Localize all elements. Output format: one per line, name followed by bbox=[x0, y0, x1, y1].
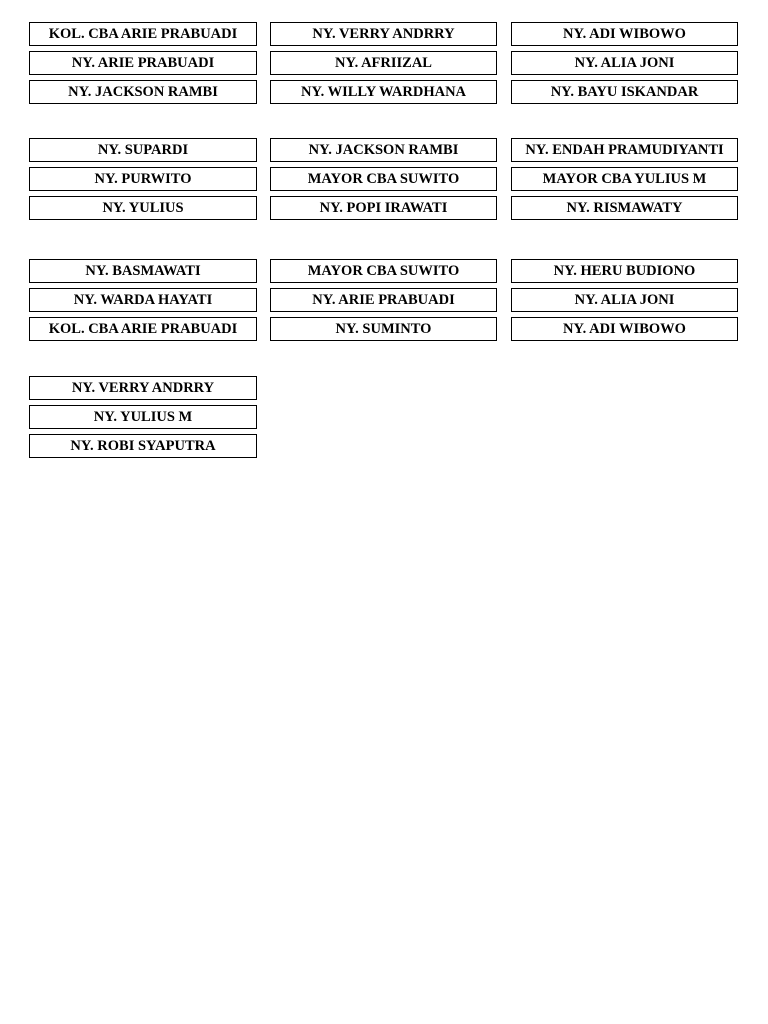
label-row bbox=[29, 138, 739, 167]
label-row bbox=[29, 317, 739, 346]
name-label: NY. POPI IRAWATI bbox=[270, 196, 497, 220]
name-label: MAYOR CBA YULIUS M bbox=[511, 167, 738, 191]
name-label: NY. RISMAWATY bbox=[511, 196, 738, 220]
name-label: NY. WARDA HAYATI bbox=[29, 288, 257, 312]
label-row bbox=[29, 288, 739, 317]
name-label: NY. YULIUS bbox=[29, 196, 257, 220]
name-label: NY. JACKSON RAMBI bbox=[270, 138, 497, 162]
label-row bbox=[29, 167, 739, 196]
label-row bbox=[29, 259, 739, 288]
name-label: KOL. CBA ARIE PRABUADI bbox=[29, 22, 257, 46]
name-label: NY. JACKSON RAMBI bbox=[29, 80, 257, 104]
name-label: NY. SUMINTO bbox=[270, 317, 497, 341]
name-label: NY. BAYU ISKANDAR bbox=[511, 80, 738, 104]
name-label: NY. ARIE PRABUADI bbox=[270, 288, 497, 312]
name-label: NY. ADI WIBOWO bbox=[511, 22, 738, 46]
name-label: NY. VERRY ANDRRY bbox=[270, 22, 497, 46]
label-group-1 bbox=[29, 22, 739, 109]
name-label: NY. ENDAH PRAMUDIYANTI bbox=[511, 138, 738, 162]
label-row bbox=[29, 22, 739, 51]
name-label: NY. AFRIIZAL bbox=[270, 51, 497, 75]
name-label: NY. ARIE PRABUADI bbox=[29, 51, 257, 75]
name-label: NY. ALIA JONI bbox=[511, 288, 738, 312]
name-label: NY. ROBI SYAPUTRA bbox=[29, 434, 257, 458]
name-label: NY. BASMAWATI bbox=[29, 259, 257, 283]
name-label: NY. SUPARDI bbox=[29, 138, 257, 162]
name-label: MAYOR CBA SUWITO bbox=[270, 167, 497, 191]
name-label: NY. HERU BUDIONO bbox=[511, 259, 738, 283]
label-row bbox=[29, 405, 739, 434]
label-row bbox=[29, 196, 739, 225]
label-group-2 bbox=[29, 138, 739, 225]
name-label: NY. VERRY ANDRRY bbox=[29, 376, 257, 400]
label-row bbox=[29, 434, 739, 463]
name-label: NY. PURWITO bbox=[29, 167, 257, 191]
name-label: MAYOR CBA SUWITO bbox=[270, 259, 497, 283]
label-row bbox=[29, 80, 739, 109]
name-label: NY. ADI WIBOWO bbox=[511, 317, 738, 341]
label-row bbox=[29, 376, 739, 405]
label-row bbox=[29, 51, 739, 80]
label-group-4 bbox=[29, 376, 739, 463]
name-label: NY. ALIA JONI bbox=[511, 51, 738, 75]
name-label: NY. YULIUS M bbox=[29, 405, 257, 429]
name-label: KOL. CBA ARIE PRABUADI bbox=[29, 317, 257, 341]
name-label: NY. WILLY WARDHANA bbox=[270, 80, 497, 104]
label-group-3 bbox=[29, 259, 739, 346]
